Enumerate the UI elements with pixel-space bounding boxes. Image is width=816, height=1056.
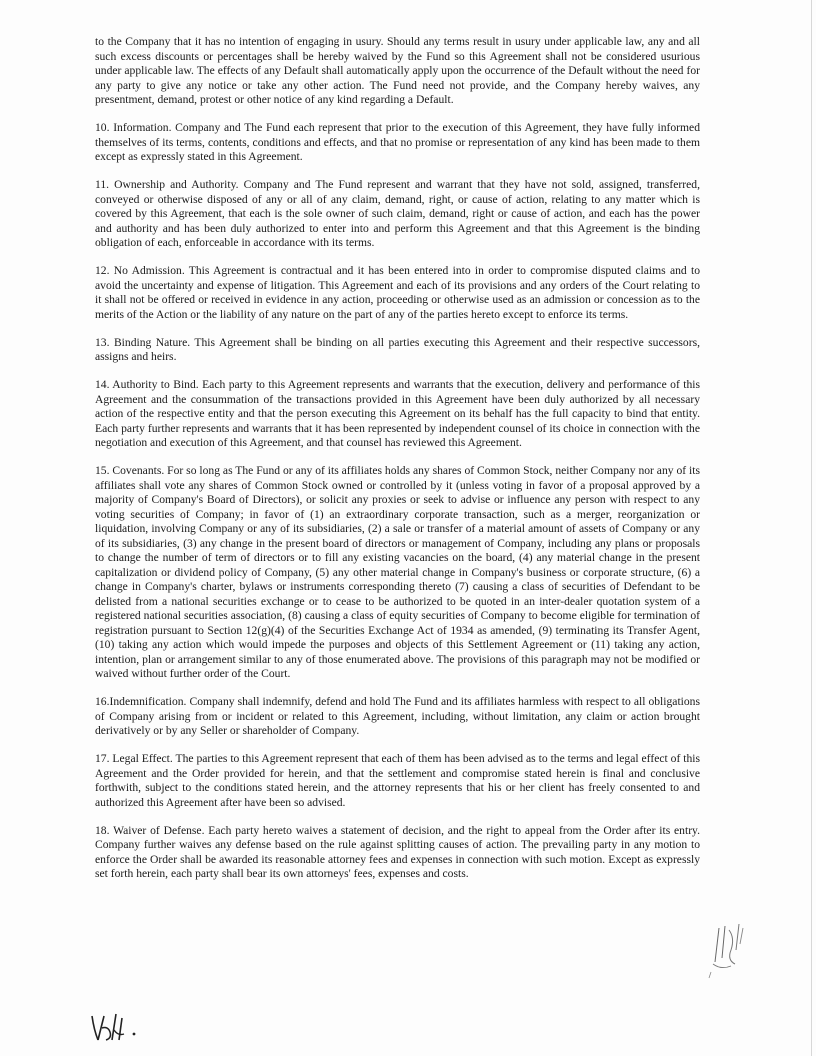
paragraph-14-authority-to-bind: 14. Authority to Bind. Each party to this Agreement represents and warrants that the execution, delivery and performance of this Agreement and the consummation of the transactions provided in this Agreement have been duly authorized by all necessary action of the respective entity and that the person executing this Agreement on its behalf has the full capacity to bind that entity. Each party further represents and warrants that it has been represented by independent counsel of its choice in connection with the negotiation and execution of this Agreement, and that counsel has reviewed this Agreement. (95, 378, 700, 449)
paragraph-15-covenants: 15. Covenants. For so long as The Fund or any of its affiliates holds any shares of Common Stock, neither Company nor any of its affiliates shall vote any shares of Common Stock owned or controlled by it (unless voting in favor of a proposal approved by a majority of Company's Board of Directors), or solicit any proxies or seek to advise or influence any person with respect to any voting securities of Company; in favor of (1) an extraordinary corporate transaction, such as a merger, reorganization or liquidation, involving Company or any of its subsidiaries, (2) a sale or transfer of a material amount of assets of Company or any of its subsidiaries, (3) any change in the present board of directors or management of Company, including any plans or proposals to change the number of term of directors or to fill any existing vacancies on the board, (4) any material change in the present capitalization or dividend policy of Company, (5) any other material change in Company's business or corporate structure, (6) a change in Company's charter, bylaws or instruments corresponding thereto (7) causing a class of securities of Defendant to be delisted from a national securities exchange or to cease to be authorized to be quoted in an inter-dealer quotation system of a registered national securities association, (8) causing a class of equity securities of Company to become eligible for termination of registration pursuant to Section 12(g)(4) of the Securities Exchange Act of 1934 as amended, (9) terminating its Transfer Agent, (10) taking any action which would impede the purposes and objects of this Settlement Agreement or (11) taking any action, intention, plan or arrangement similar to any of those enumerated above. The provisions of this paragraph may not be modified or waived without further order of the Court. (95, 464, 700, 680)
bottom-initials-signature (88, 1010, 148, 1046)
paragraph-11-ownership-authority: 11. Ownership and Authority. Company and The Fund represent and warrant that they have not sold, assigned, transferred, conveyed or otherwise disposed of any or all of any claim, demand, right, or cause of action, relating to any matter which is covered by this Agreement, that each is the sole owner of such claim, demand, right or cause of action, and each has the power and authority and has been duly authorized to enter into and perform this Agreement and that this Agreement is the binding obligation of each, enforceable in accordance with its terms. (95, 178, 700, 249)
margin-initials-signature (705, 920, 755, 980)
page-edge-line (811, 0, 812, 1056)
paragraph-18-waiver-of-defense: 18. Waiver of Defense. Each party hereto waives a statement of decision, and the right to appeal from the Order after its entry. Company further waives any defense based on the rule against splitting causes of action. The prevailing party in any motion to enforce the Order shall be awarded its reasonable attorney fees and expenses in connection with such motion. Except as expressly set forth herein, each party shall bear its own attorneys' fees, expenses and costs. (95, 823, 700, 880)
document-body (95, 35, 700, 895)
paragraph-10-information: 10. Information. Company and The Fund each represent that prior to the execution of this Agreement, they have fully informed themselves of its terms, contents, conditions and effects, and that no promise or representation of any kind has been made to them except as expressly stated in this Agreement. (95, 121, 700, 163)
paragraph-17-legal-effect: 17. Legal Effect. The parties to this Agreement represent that each of them has been advised as to the terms and legal effect of this Agreement and the Order provided for herein, and that the settlement and compromise stated herein is final and conclusive forthwith, subject to the conditions stated herein, and the attorney represents that his or her client has freely consented to and authorized this Agreement after have been so advised. (95, 752, 700, 809)
paragraph-16-indemnification: 16.Indemnification. Company shall indemnify, defend and hold The Fund and its affiliates harmless with respect to all obligations of Company arising from or incident or related to this Agreement, including, without limitation, any claim or action brought derivatively or by any Seller or shareholder of Company. (95, 695, 700, 737)
paragraph-usury-continuation: to the Company that it has no intention of engaging in usury. Should any terms result in usury under applicable law, any and all such excess discounts or percentages shall be hereby waived by the Fund so this Agreement shall not be considered usurious under applicable law. The effects of any Default shall automatically apply upon the occurrence of the Default without the need for any party to give any notice or take any other action. The Fund need not provide, and the Company hereby waives, any presentment, demand, protest or other notice of any kind regarding a Default. (95, 35, 700, 106)
paragraph-12-no-admission: 12. No Admission. This Agreement is contractual and it has been entered into in order to compromise disputed claims and to avoid the uncertainty and expense of litigation. This Agreement and each of its provisions and any orders of the Court relating to it shall not be offered or received in evidence in any action, proceeding or otherwise used as an admission or concession as to the merits of the Action or the liability of any nature on the part of any of the parties hereto except to enforce its terms. (95, 264, 700, 321)
handwritten-initials-icon (705, 920, 755, 980)
handwritten-initials-icon (88, 1010, 148, 1046)
paragraph-13-binding-nature: 13. Binding Nature. This Agreement shall be binding on all parties executing this Agreement and their respective successors, assigns and heirs. (95, 335, 700, 363)
